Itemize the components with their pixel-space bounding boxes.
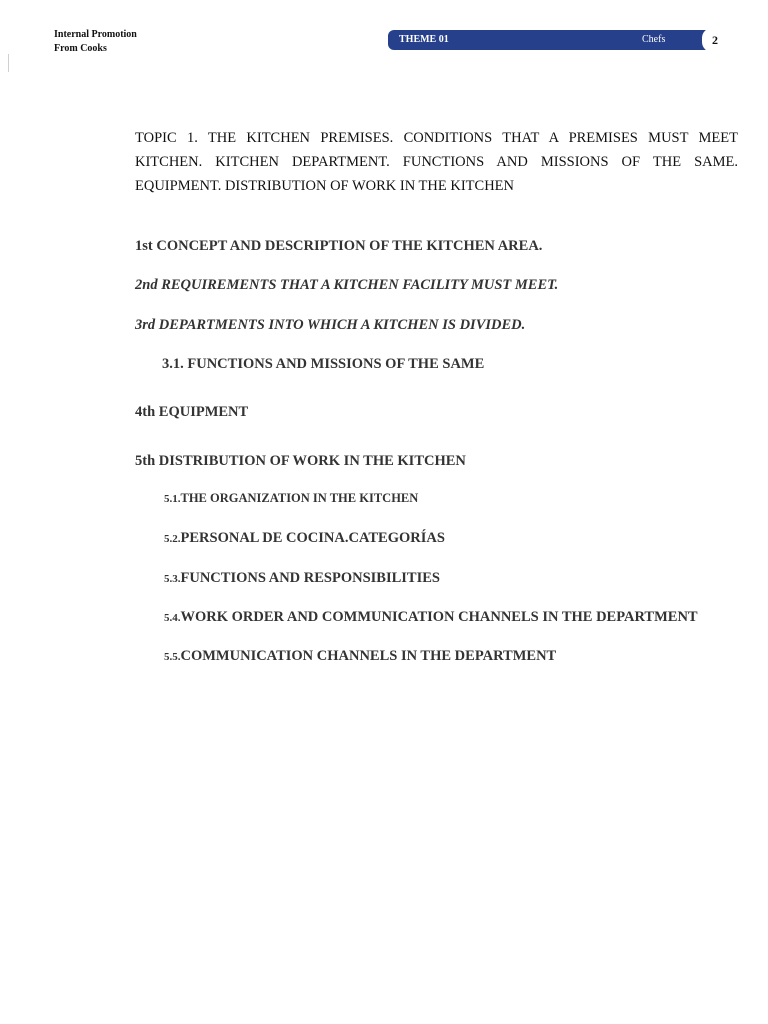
page-number: 2 xyxy=(702,28,728,52)
margin-mark xyxy=(8,54,9,72)
outline-item-4: 4th EQUIPMENT xyxy=(135,404,249,420)
subitem-number: 5.3. xyxy=(164,573,181,585)
subitem-5-5 xyxy=(164,648,556,665)
subitem-5-3 xyxy=(164,570,440,587)
header-bar xyxy=(388,30,710,50)
subitem-text: THE ORGANIZATION IN THE KITCHEN xyxy=(180,491,419,505)
header-section: Chefs xyxy=(642,34,666,45)
subitem-text: FUNCTIONS AND RESPONSIBILITIES xyxy=(180,570,440,586)
subitem-number: 5.2. xyxy=(164,533,181,545)
subitem-number: 5.1. xyxy=(164,493,181,505)
header-theme: THEME 01 xyxy=(399,34,449,45)
header-publication xyxy=(54,28,137,56)
outline-item-1: 1st CONCEPT AND DESCRIPTION OF THE KITCHEN AREA. xyxy=(135,238,543,254)
subitem-5-1 xyxy=(164,491,418,506)
subitem-number: 5.5. xyxy=(164,651,181,663)
subitem-text: PERSONAL DE COCINA.CATEGORÍAS xyxy=(180,530,445,546)
outline-item-3: 3rd DEPARTMENTS INTO WHICH A KITCHEN IS DIVIDED. xyxy=(135,317,526,333)
outline-item-5: 5th DISTRIBUTION OF WORK IN THE KITCHEN xyxy=(135,453,466,469)
subitem-5-2 xyxy=(164,530,445,547)
subitem-text: COMMUNICATION CHANNELS IN THE DEPARTMENT xyxy=(180,648,557,664)
outline-item-2: 2nd REQUIREMENTS THAT A KITCHEN FACILITY MUST MEET. xyxy=(135,277,559,293)
header-publication-line1: Internal Promotion xyxy=(54,29,137,40)
header-publication-line2: From Cooks xyxy=(54,43,107,54)
subitem-text: WORK ORDER AND COMMUNICATION CHANNELS IN THE DEPARTMENT xyxy=(180,609,698,625)
topic-title: TOPIC 1. THE KITCHEN PREMISES. CONDITIONS THAT A PREMISES MUST MEET KITCHEN. KITCHEN DEPARTMENT. FUNCTIONS AND MISSIONS OF THE SAME. EQUIPMENT. DISTRIBUTION OF WORK IN THE KITCHEN xyxy=(135,130,738,194)
subitem-number: 5.4. xyxy=(164,612,181,624)
outline-item-3-1: 3.1. FUNCTIONS AND MISSIONS OF THE SAME xyxy=(162,356,485,372)
subitem-5-4 xyxy=(164,609,698,626)
